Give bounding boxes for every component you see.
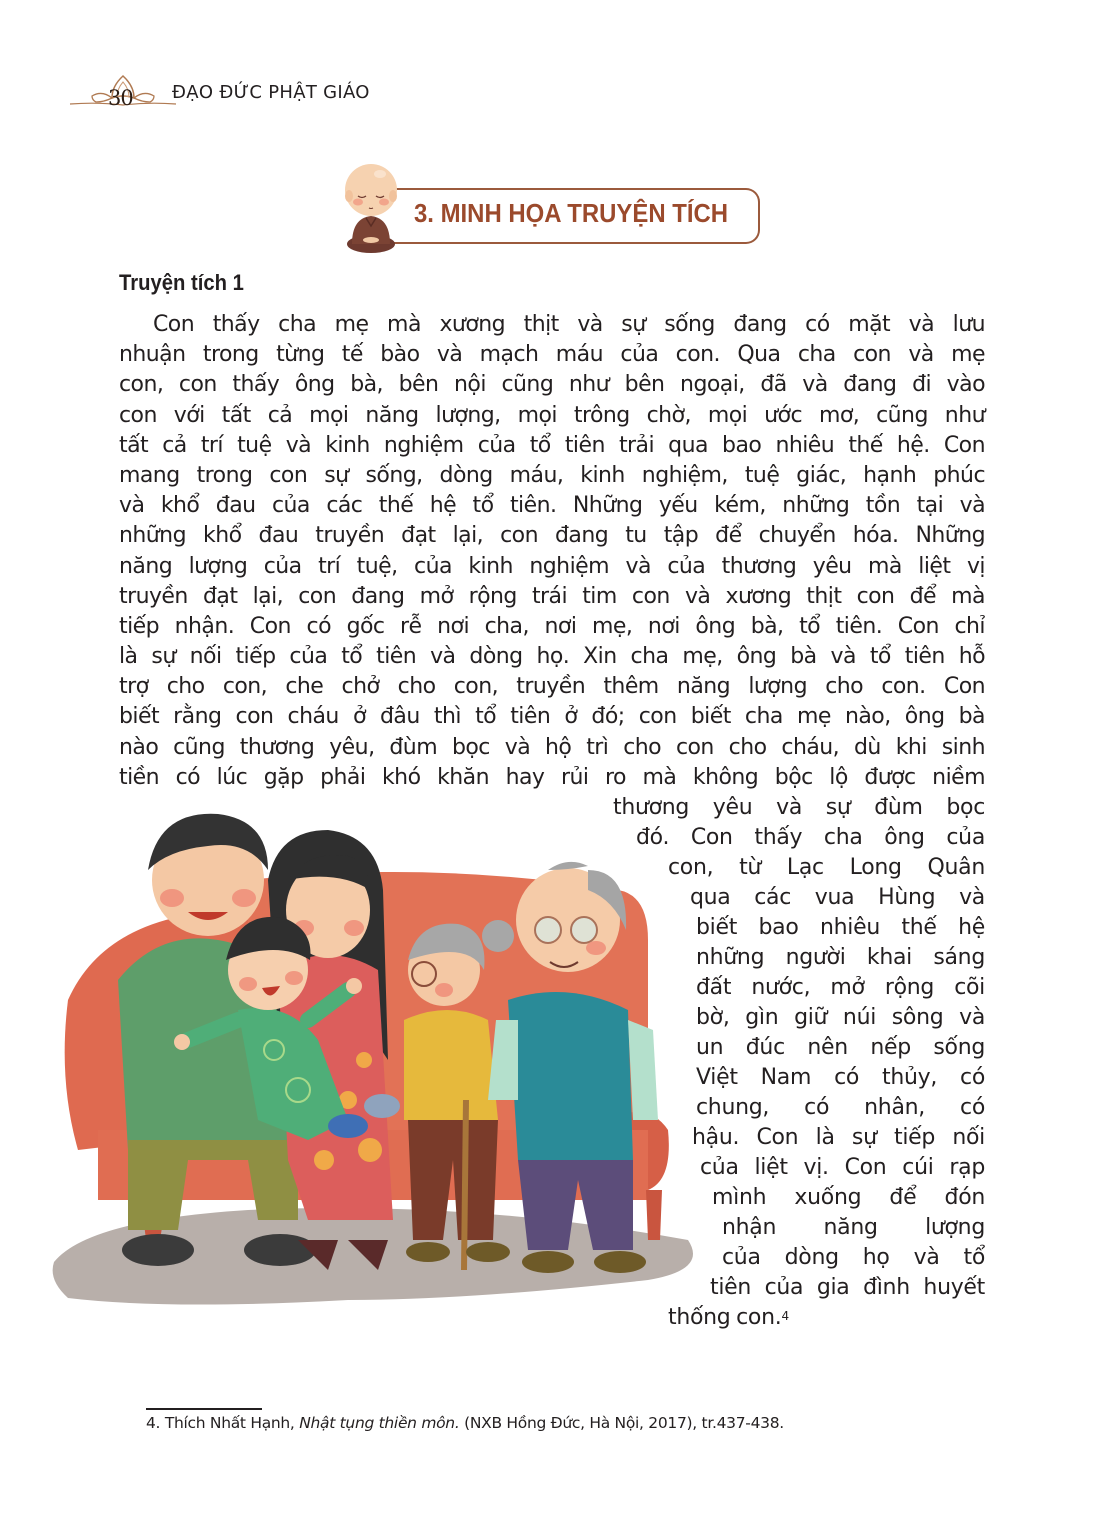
text-line: của liệt vị. Con cúi rạp: [700, 1155, 985, 1180]
text-line: con với tất cả mọi năng lượng, mọi trông chờ, mọi ước mơ, cũng như: [119, 402, 985, 428]
text-line: tiền có lúc gặp phải khó khăn hay rủi ro mà không bộc lộ được niềm: [119, 764, 985, 790]
story-heading: Truyện tích 1: [119, 270, 244, 295]
text-line: con, từ Lạc Long Quân: [668, 855, 985, 880]
text-line: bờ, gìn giữ núi sông và: [696, 1005, 985, 1030]
text-line: tiên của gia đình huyết: [710, 1275, 985, 1300]
running-title: ĐẠO ĐỨC PHẬT GIÁO: [172, 82, 370, 103]
footnote-reference[interactable]: 4: [781, 1309, 789, 1323]
text-line: un đúc nên nếp sống: [696, 1035, 985, 1060]
text-line: đất nước, mở rộng cõi: [696, 975, 985, 1000]
footnote-divider: [146, 1408, 262, 1410]
text-line: những người khai sáng: [696, 945, 985, 970]
meditating-monk-icon: [338, 156, 404, 256]
page-header: [68, 72, 398, 112]
text-line: năng lượng của trí tuệ, của kinh nghiệm và của thương yêu mà liệt vị: [119, 553, 985, 579]
text-line: tất cả trí tuệ và kinh nghiệm của tổ tiên trải qua bao nhiêu thế hệ. Con: [119, 432, 985, 458]
text-line: chung, có nhân, có: [696, 1095, 985, 1120]
family-illustration: [48, 800, 708, 1320]
text-line: truyền đạt lại, con đang mở rộng trái tim con và xương thịt con để mà: [119, 583, 985, 609]
text-line: tiếp nhận. Con có gốc rễ nơi cha, nơi mẹ, nơi ông bà, tổ tiên. Con chỉ: [119, 613, 985, 639]
text-line: qua các vua Hùng và: [690, 885, 985, 910]
footnote-details: (NXB Hồng Đức, Hà Nội, 2017), tr.437-438.: [464, 1414, 784, 1432]
text-line: thương yêu và sự đùm bọc: [613, 795, 985, 820]
text-line: Con thấy cha mẹ mà xương thịt và sự sống đang có mặt và lưu: [153, 312, 985, 337]
text-line: trợ cho con, che chở cho con, truyền thêm năng lượng cho con. Con: [119, 674, 985, 700]
text-line: con, con thấy ông bà, bên nội cũng như bên ngoại, đã và đang đi vào: [119, 372, 985, 398]
text-line: đó. Con thấy cha ông của: [636, 825, 985, 850]
text-line: những khổ đau truyền đạt lại, con đang tu tập để chuyển hóa. Những: [119, 523, 985, 549]
text-line: biết rằng con cháu ở đâu thì tổ tiên ở đó; con biết cha mẹ nào, ông bà: [119, 704, 985, 730]
story-body: [119, 310, 985, 793]
text-line: mình xuống để đón: [712, 1185, 985, 1210]
text-line: nhận năng lượng: [722, 1215, 985, 1240]
text-line: là sự nối tiếp của tổ tiên và dòng họ. Xin cha mẹ, ông bà và tổ tiên hỗ: [119, 644, 985, 670]
text-line: của dòng họ và tổ: [722, 1245, 985, 1270]
text-line: và khổ đau của các thế hệ tổ tiên. Những yếu kém, những tồn tại và: [119, 493, 985, 519]
footnote: [146, 1414, 784, 1432]
text-line: Việt Nam có thủy, có: [696, 1065, 985, 1090]
text-line-last: thống con.$^4$: [668, 1305, 789, 1330]
section-banner: [338, 156, 762, 256]
page-number: 30: [108, 86, 133, 110]
text-line: hậu. Con là sự tiếp nối: [692, 1125, 985, 1150]
text-line: nhuận trong từng tế bào và mạch máu của con. Qua cha con và mẹ: [119, 342, 985, 368]
text-line: nào cũng thương yêu, đùm bọc và hộ trì cho con cho cháu, dù khi sinh: [119, 734, 985, 760]
text-line: biết bao nhiêu thế hệ: [696, 915, 985, 940]
section-title: 3. MINH HỌA TRUYỆN TÍCH: [414, 198, 729, 228]
text-line: mang trong con sự sống, dòng máu, kinh nghiệm, tuệ giác, hạnh phúc: [119, 462, 985, 488]
footnote-number: 4.: [146, 1414, 161, 1432]
footnote-author: Thích Nhất Hạnh,: [164, 1414, 295, 1432]
footnote-title: Nhật tụng thiền môn.: [299, 1414, 460, 1432]
